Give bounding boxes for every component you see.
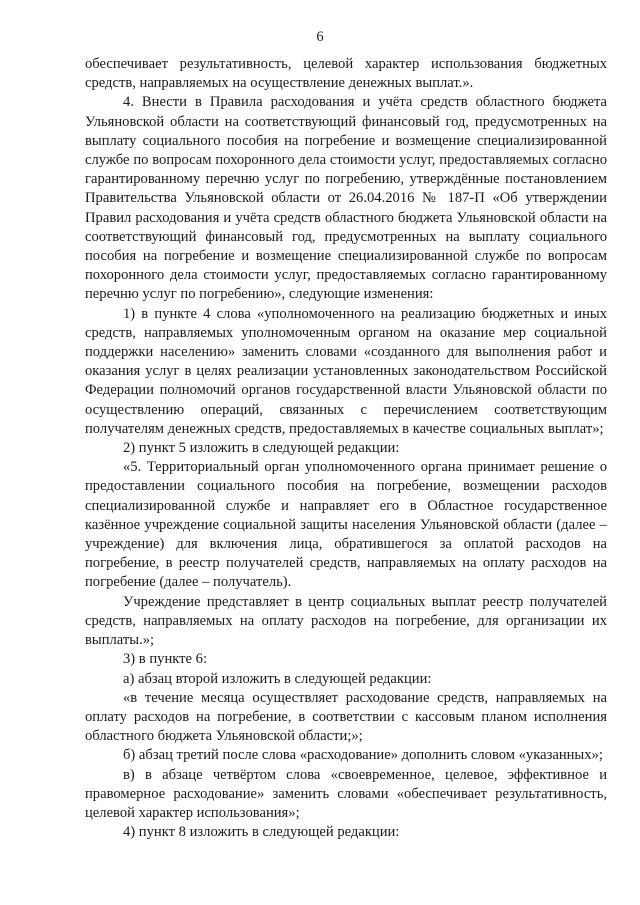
paragraph-new-abzac-2: «в течение месяца осуществляет расходование средств, направляемых на оплату расходов на погребение, в соответствии с кассовым планом исполнения областного бюджета Ульяновской области;»; [85, 689, 607, 745]
paragraph-subitem-1: 1) в пункте 4 слова «уполномоченного на реализацию бюджетных и иных средств, направляемых уполномоченным органом на оказание мер социальной поддержки населению» заменить словами «созданного для выполнения работ и оказания услуг в целях реализации установленных законодательством Российской Федерации полномочий органов государственной власти Ульяновской области по осуществлению операций, связанных с перечислением соответствующим получателям денежных средств, предоставляемых в качестве социальных выплат»; [85, 305, 607, 437]
paragraph-item-4: 4. Внести в Правила расходования и учёта средств областного бюджета Ульяновской области на соответствующий финансовый год, предусмотренных на выплату социального пособия на погребение и возмещение специализированной службе по вопросам похоронного дела стоимости услуг, предоставляемых согласно гарантированному перечню услуг по погребению, утверждённые постановлением Правительства Ульяновской области от 26.04.2016 № 187-П «Об утверждении Правил расходования и учёта средств областного бюджета Ульяновской области на соответствующий финансовый год, предусмотренных на выплату социального пособия на погребение и возмещение специализированной службе по вопросам похоронного дела стоимости услуг, предоставляемых согласно гарантированному перечню услуг по погребению», следующие изменения: [85, 94, 607, 303]
paragraph-continuation: обеспечивает результативность, целевой характер использования бюджетных средств, направляемых на осуществление денежных выплат.». [85, 56, 607, 92]
document-body [85, 55, 607, 842]
paragraph-subitem-4: 4) пункт 8 изложить в следующей редакции: [123, 824, 400, 841]
paragraph-subitem-3b: б) абзац третий после слова «расходование» дополнить словом «указанных»; [123, 747, 603, 764]
paragraph-subitem-3a: а) абзац второй изложить в следующей редакции: [123, 670, 432, 687]
page-number: 6 [316, 29, 324, 45]
paragraph-subitem-3: 3) в пункте 6: [123, 651, 208, 668]
paragraph-subitem-2: 2) пункт 5 изложить в следующей редакции: [123, 440, 400, 457]
paragraph-subitem-3v: в) в абзаце четвёртом слова «своевременное, целевое, эффективное и правомерное расходование» заменить словами «обеспечивает результативность, целевой характер использования»; [85, 766, 607, 821]
paragraph-new-clause-5: «5. Территориальный орган уполномоченного органа принимает решение о предоставлении социального пособия на погребение, возмещении расходов специализированной службе и направляет его в Областное государственное казённое учреждение социальной защиты населения Ульяновской области (далее – учреждение) для включения лица, обратившегося за оплатой расходов на погребение, в реестр получателей средств, направляемых на оплату расходов на погребение (далее – получатель). [85, 459, 607, 591]
paragraph-clause-5-part-2: Учреждение представляет в центр социальных выплат реестр получателей средств, направляемых на оплату расходов на погребение, для организации их выплаты.»; [85, 593, 607, 649]
